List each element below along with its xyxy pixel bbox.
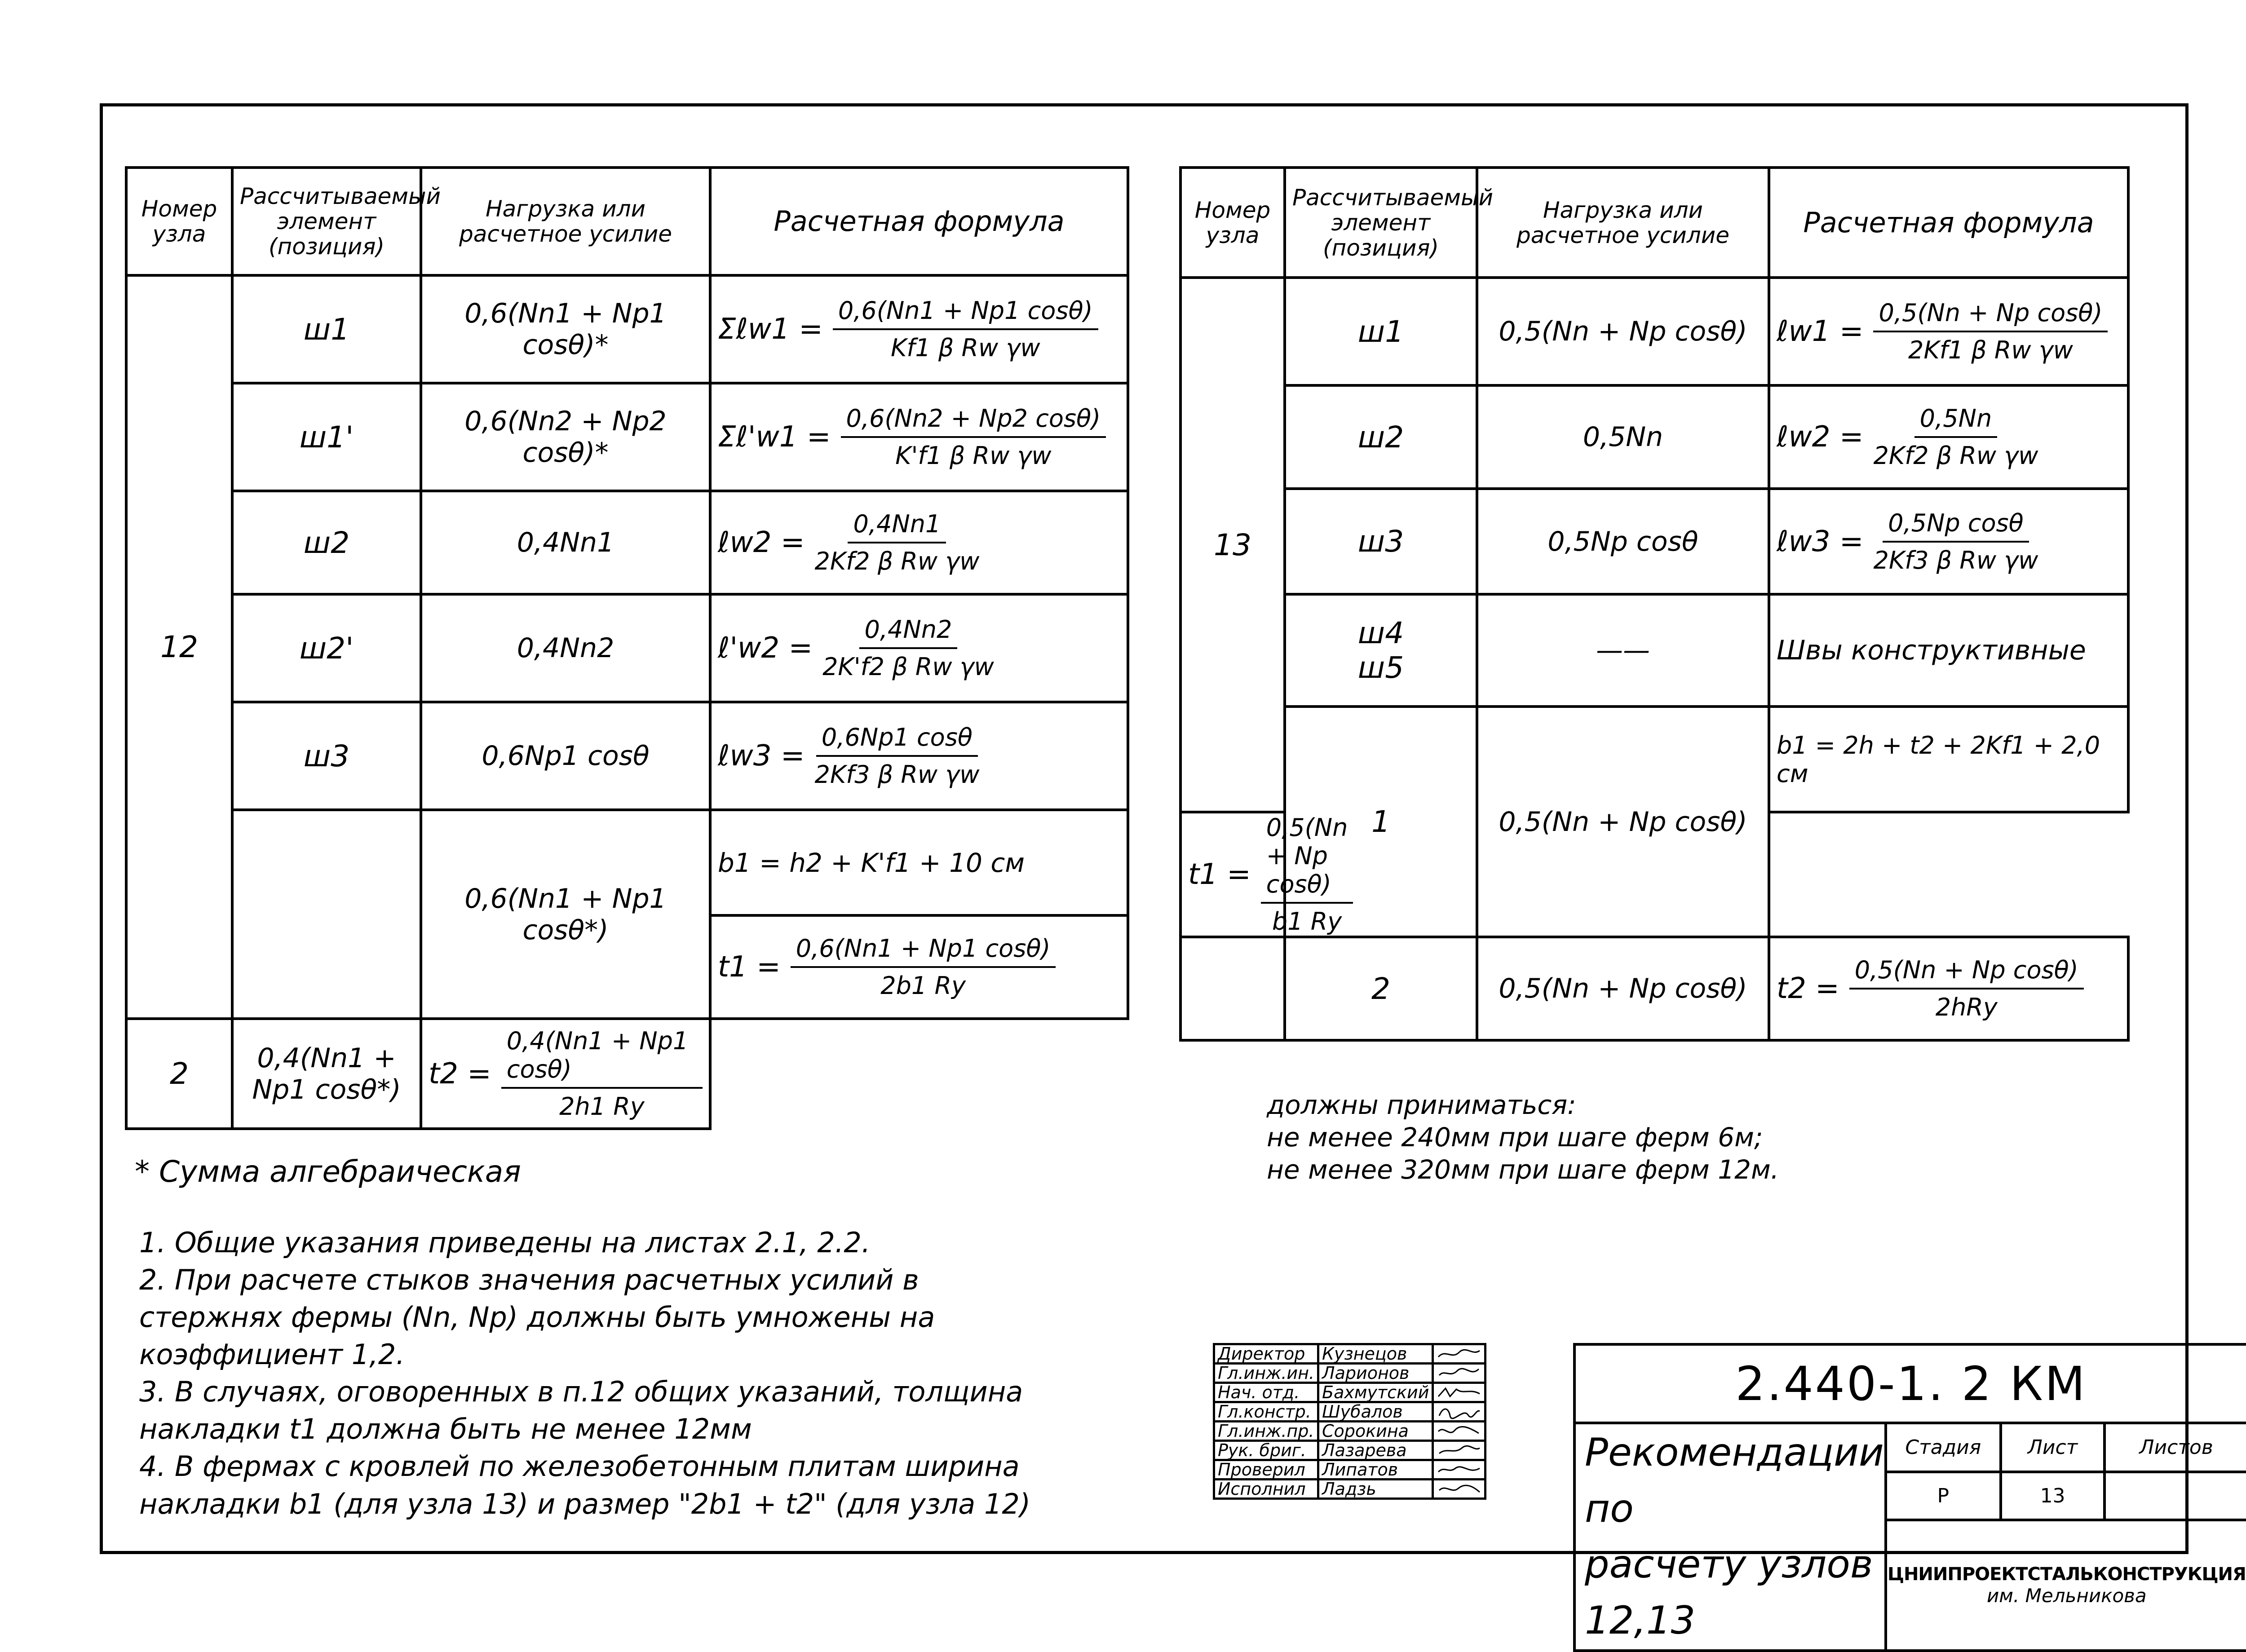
load-cell: 0,5(Nn + Np cosθ) [1477, 937, 1769, 1040]
header-load: Нагрузка или расчетное усилие [1477, 168, 1769, 278]
formula-denominator: 2Kf2 β Rw γw [814, 547, 980, 575]
formula-cell-constructive: Швы конструктивные [1769, 594, 2128, 707]
formula-denominator: 2Kf2 β Rw γw [1873, 442, 2038, 470]
formula-numerator: 0,4Nn2 [859, 615, 958, 649]
load-cell: 0,6(Nn1 + Np1 cosθ)* [421, 275, 710, 383]
formula-lhs: ℓw3 = [718, 739, 805, 773]
formula-cell-b1: b1 = h2 + K'f1 + 10 см [710, 810, 1128, 915]
footnote: * Сумма алгебраическая [135, 1154, 521, 1189]
formula-lhs: t1 = [1188, 858, 1251, 891]
note-line: накладки b1 (для узла 13) и размер "2b1 + t2" (для узла 12) [139, 1487, 1031, 1520]
formula-lhs: ℓw2 = [1777, 420, 1864, 454]
title-block [1573, 1343, 2246, 1652]
element-cell: ш1' [232, 383, 421, 491]
header-formula: Расчетная формула [710, 168, 1128, 275]
formula-cell [710, 275, 1128, 383]
load-cell: 0,4(Nn1 + Np1 cosθ*) [232, 1019, 421, 1129]
formula-cell [1180, 812, 1348, 937]
name: Липатов [1318, 1460, 1433, 1480]
note-line: 4. В фермах с кровлей по железобетонным плитам ширина [139, 1450, 1020, 1483]
load-cell: 0,4Nn2 [421, 594, 710, 702]
formula-numerator: 0,6(Nn2 + Np2 cosθ) [841, 404, 1106, 438]
formula-numerator: 0,6(Nn1 + Np1 cosθ) [833, 296, 1098, 330]
element-cell: ш2 [232, 491, 421, 594]
load-cell: 0,5(Nn + Np cosθ) [1477, 278, 1769, 385]
formula-numerator: 0,5Nn [1914, 404, 1998, 438]
table-node-12 [125, 166, 1129, 1130]
header-element: Рассчитываемый элемент (позиция) [1285, 168, 1477, 278]
signature [1433, 1422, 1486, 1441]
note-line: стержнях фермы (Nn, Np) должны быть умножены на [139, 1301, 935, 1334]
name: Бахмутский [1318, 1383, 1433, 1402]
note-line: 3. В случаях, оговоренных в п.12 общих указаний, толщина [139, 1375, 1023, 1409]
formula-cell [710, 383, 1128, 491]
formula-lhs: ℓw2 = [718, 526, 805, 559]
element-cell [232, 810, 421, 1019]
formula-cell [710, 915, 1128, 1019]
element-cell: ш1 [232, 275, 421, 383]
load-cell: 0,5(Nn + Np cosθ) [1477, 707, 1769, 937]
load-cell: 0,6(Nn2 + Np2 cosθ)* [421, 383, 710, 491]
role: Проверил [1214, 1460, 1318, 1480]
name: Лазарева [1318, 1441, 1433, 1460]
title-line: Рекомендации по [1585, 1430, 1884, 1531]
header-formula: Расчетная формула [1769, 168, 2128, 278]
organization [1886, 1520, 2246, 1651]
formula-denominator: K'f1 β Rw γw [895, 442, 1052, 470]
formula-denominator: 2Kf3 β Rw γw [1873, 546, 2038, 574]
formula-lhs: Σℓw1 = [718, 313, 823, 346]
load-cell: 0,5Nn [1477, 385, 1769, 489]
role: Исполнил [1214, 1480, 1318, 1499]
formula-numerator: 0,6(Nn1 + Np1 cosθ) [791, 934, 1056, 968]
formula-numerator: 0,5(Nn + Np cosθ) [1849, 956, 2084, 989]
load-cell: 0,5Np cosθ [1477, 489, 1769, 594]
role: Гл.инж.пр. [1214, 1422, 1318, 1441]
role: Директор [1214, 1344, 1318, 1364]
formula-cell [710, 702, 1128, 810]
name: Ладзь [1318, 1480, 1433, 1499]
note-line: должны приниматься: [1267, 1090, 1576, 1120]
formula-cell [1769, 278, 2128, 385]
role: Гл.инж.ин. [1214, 1364, 1318, 1383]
table-node-13 [1179, 166, 2130, 1042]
formula-lhs: t2 = [429, 1057, 491, 1091]
document-title [1574, 1423, 1886, 1651]
element-cell: 2 [1285, 937, 1477, 1040]
formula-cell [710, 594, 1128, 702]
name: Ларионов [1318, 1364, 1433, 1383]
note-line: коэффициент 1,2. [139, 1338, 405, 1371]
organization-subtitle: им. Мельникова [1987, 1584, 2147, 1607]
load-cell: 0,4Nn1 [421, 491, 710, 594]
formula-numerator: 0,5Np cosθ [1883, 509, 2029, 543]
formula-cell [1769, 489, 2128, 594]
role: Рук. бриг. [1214, 1441, 1318, 1460]
element-cell: ш3 [232, 702, 421, 810]
sheet-value: 13 [2001, 1472, 2105, 1520]
formula-numerator: 0,4Nn1 [848, 510, 946, 543]
element-cell: 2 [126, 1019, 232, 1129]
formula-denominator: 2hRy [1935, 993, 1998, 1021]
signature [1433, 1344, 1486, 1364]
header-node-number: Номер узла [1180, 168, 1285, 278]
load-cell: 0,6(Nn1 + Np1 cosθ*) [421, 810, 710, 1019]
signature [1433, 1480, 1486, 1499]
header-load: Нагрузка или расчетное усилие [421, 168, 710, 275]
signature-block [1213, 1343, 1486, 1500]
sheets-value [2105, 1472, 2246, 1520]
element-cell: ш2 [1285, 385, 1477, 489]
formula-numerator: 0,5(Nn + Np cosθ) [1261, 813, 1353, 904]
formula-lhs: ℓ'w2 = [718, 632, 813, 665]
organization-name: ЦНИИПРОЕКТСТАЛЬКОНСТРУКЦИЯ [1887, 1564, 2246, 1585]
note-line: не менее 240мм при шаге ферм 6м; [1267, 1122, 1763, 1153]
note-line: 2. При расчете стыков значения расчетных усилий в [139, 1263, 919, 1297]
formula-denominator: 2Kf3 β Rw γw [814, 760, 980, 789]
formula-cell [1769, 937, 2128, 1040]
header-element: Рассчитываемый элемент (позиция) [232, 168, 421, 275]
formula-denominator: 2Kf1 β Rw γw [1908, 336, 2073, 364]
signature [1433, 1402, 1486, 1422]
sheets-label: Листов [2105, 1423, 2246, 1472]
note-right [1267, 1089, 1779, 1186]
note-line: накладки t1 должна быть не менее 12мм [139, 1413, 752, 1446]
node-number: 12 [126, 275, 232, 1019]
load-cell: 0,6Np1 cosθ [421, 702, 710, 810]
element-w5: ш5 [1357, 650, 1404, 685]
formula-lhs: ℓw1 = [1777, 315, 1864, 348]
formula-cell [1769, 385, 2128, 489]
formula-denominator: b1 Ry [1272, 907, 1342, 936]
signature [1433, 1441, 1486, 1460]
element-w4: ш4 [1357, 616, 1404, 650]
title-line: расчету узлов 12,13 [1585, 1542, 1873, 1643]
general-notes [139, 1224, 1030, 1523]
formula-lhs: ℓw3 = [1777, 525, 1864, 558]
signature [1433, 1383, 1486, 1402]
element-cell: 1 [1285, 707, 1477, 937]
sheet-label: Лист [2001, 1423, 2105, 1472]
formula-cell [710, 491, 1128, 594]
stage-value: Р [1886, 1472, 2001, 1520]
formula-lhs: t1 = [718, 950, 781, 984]
element-cell: ш2' [232, 594, 421, 702]
note-line: не менее 320мм при шаге ферм 12м. [1267, 1154, 1779, 1185]
formula-numerator: 0,6Np1 cosθ [816, 723, 978, 757]
formula-denominator: 2h1 Ry [559, 1092, 645, 1121]
element-cell: ш1 [1285, 278, 1477, 385]
role: Гл.констр. [1214, 1402, 1318, 1422]
signature [1433, 1364, 1486, 1383]
node-number: 13 [1180, 278, 1285, 812]
signature [1433, 1460, 1486, 1480]
document-code: 2.440-1. 2 КМ [1574, 1344, 2246, 1423]
formula-denominator: 2K'f2 β Rw γw [822, 653, 994, 681]
formula-cell-b1: b1 = 2h + t2 + 2Kf1 + 2,0 см [1769, 707, 2128, 812]
formula-numerator: 0,4(Nn1 + Np1 cosθ) [501, 1027, 703, 1089]
stage-label: Стадия [1886, 1423, 2001, 1472]
name: Шубалов [1318, 1402, 1433, 1422]
header-node-number: Номер узла [126, 168, 232, 275]
formula-lhs: Σℓ'w1 = [718, 420, 831, 454]
name: Сорокина [1318, 1422, 1433, 1441]
formula-denominator: 2b1 Ry [880, 972, 966, 1000]
name: Кузнецов [1318, 1344, 1433, 1364]
formula-cell [421, 1019, 710, 1129]
element-cell [1285, 594, 1477, 707]
formula-lhs: t2 = [1777, 972, 1839, 1005]
note-line: 1. Общие указания приведены на листах 2.1, 2.2. [139, 1226, 871, 1259]
formula-denominator: Kf1 β Rw γw [890, 334, 1040, 362]
element-cell: ш3 [1285, 489, 1477, 594]
role: Нач. отд. [1214, 1383, 1318, 1402]
formula-numerator: 0,5(Nn + Np cosθ) [1873, 299, 2108, 332]
load-cell: —— [1477, 594, 1769, 707]
